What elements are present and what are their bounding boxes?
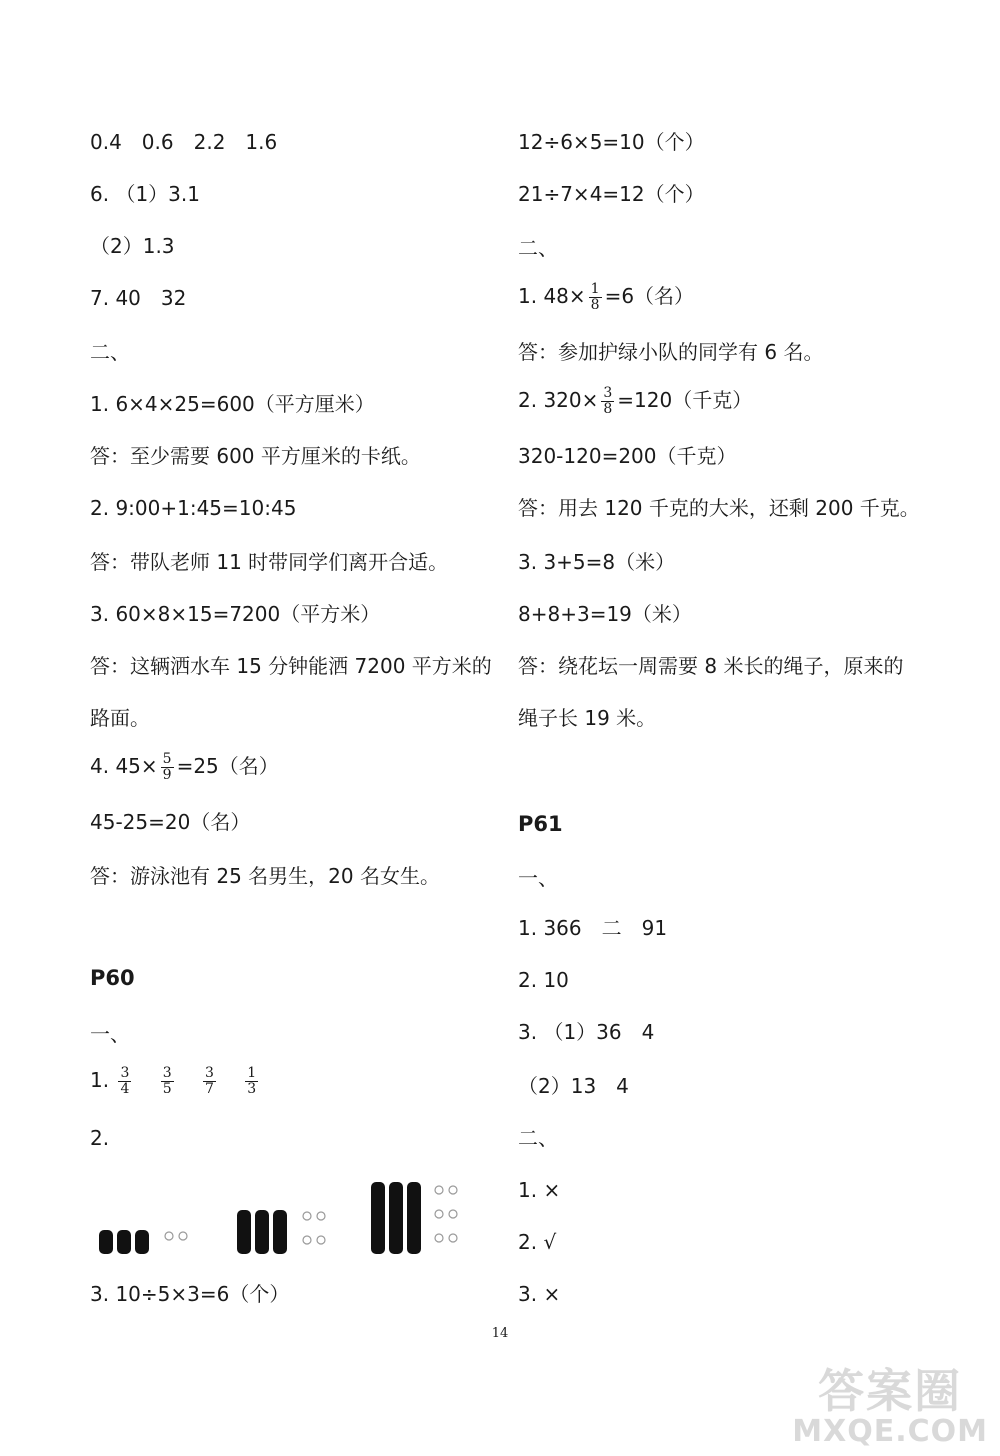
expr-pre: 1. 48× <box>518 284 586 308</box>
answer-line: 12÷6×5=10（个） <box>518 130 705 154</box>
answer-line: 45-25=20（名） <box>90 810 251 834</box>
answer-line: 21÷7×4=12（个） <box>518 182 705 206</box>
numerator: 5 <box>162 751 172 767</box>
section-heading: 一、 <box>90 1022 130 1046</box>
fraction <box>161 1066 174 1097</box>
answer-line: 绳子长 19 米。 <box>518 706 657 730</box>
answer-line: 3. 3+5=8（米） <box>518 550 676 574</box>
numerator: 1 <box>247 1065 257 1081</box>
answer-line: 答：参加护绿小队的同学有 6 名。 <box>518 340 824 364</box>
answer-line: 6. （1）3.1 <box>90 182 200 206</box>
answer-line: 2. √ <box>518 1230 557 1254</box>
answer-line: （2）13 4 <box>518 1074 629 1098</box>
answer-line: 0.4 0.6 2.2 1.6 <box>90 130 278 154</box>
answer-line-fraction <box>90 752 279 783</box>
answer-line: （2）1.3 <box>90 234 175 258</box>
fraction <box>601 386 614 417</box>
answer-line: 320-120=200（千克） <box>518 444 737 468</box>
fraction <box>161 752 174 783</box>
watermark-logo-text: 答案圈 <box>818 1364 963 1418</box>
denominator: 7 <box>205 1081 214 1097</box>
expr-pre: 2. 320× <box>518 388 599 412</box>
answer-line: 1. × <box>518 1178 561 1202</box>
denominator: 5 <box>162 1081 172 1097</box>
section-heading: 二、 <box>90 340 130 364</box>
answer-line: 答：游泳池有 25 名男生，20 名女生。 <box>90 864 440 888</box>
page-heading: P61 <box>518 812 563 836</box>
section-heading: 一、 <box>518 866 558 890</box>
expr-post: =6（名） <box>604 284 695 308</box>
answer-line: 2. <box>90 1126 110 1150</box>
denominator: 8 <box>590 297 600 313</box>
expr-post: =25（名） <box>176 754 279 778</box>
numerator: 3 <box>162 1065 172 1081</box>
answer-line: 2. 10 <box>518 968 569 992</box>
page-heading: P60 <box>90 966 135 990</box>
answer-line: 答：这辆洒水车 15 分钟能洒 7200 平方米的 <box>90 654 492 678</box>
answer-line: 3. 60×8×15=7200（平方米） <box>90 602 381 626</box>
section-heading: 二、 <box>518 236 558 260</box>
fraction <box>589 282 602 313</box>
site-watermark <box>792 1366 988 1448</box>
fraction <box>203 1066 216 1097</box>
expr-pre: 4. 45× <box>90 754 158 778</box>
answer-line: 2. 9:00+1:45=10:45 <box>90 496 297 520</box>
watermark-url: MXQE.COM <box>792 1414 988 1449</box>
fraction <box>118 1066 131 1097</box>
answer-line: 答：至少需要 600 平方厘米的卡纸。 <box>90 444 421 468</box>
answer-line-fraction <box>518 282 694 313</box>
answer-line: 1. 6×4×25=600（平方厘米） <box>90 392 375 416</box>
answer-line: 路面。 <box>90 706 150 730</box>
answer-line: 答：绕花坛一周需要 8 米长的绳子，原来的 <box>518 654 904 678</box>
denominator: 4 <box>120 1081 130 1097</box>
answer-line: 3. × <box>518 1282 561 1306</box>
answer-line: 7. 40 32 <box>90 286 187 310</box>
section-heading: 二、 <box>518 1126 558 1150</box>
fraction-list <box>90 1066 278 1097</box>
expr-post: =120（千克） <box>617 388 753 412</box>
answer-line: 1. 366 二 91 <box>518 916 668 940</box>
answer-line: 8+8+3=19（米） <box>518 602 692 626</box>
numerator: 1 <box>590 281 600 297</box>
numerator: 3 <box>603 385 613 401</box>
answer-line: 答：用去 120 千克的大米，还剩 200 千克。 <box>518 496 920 520</box>
fraction <box>245 1066 258 1097</box>
answer-line-fraction <box>518 386 752 417</box>
denominator: 9 <box>162 767 172 783</box>
answer-line: 3. 10÷5×3=6（个） <box>90 1282 290 1306</box>
denominator: 8 <box>603 401 613 417</box>
answer-line: 3. （1）36 4 <box>518 1020 655 1044</box>
numerator: 3 <box>120 1065 130 1081</box>
denominator: 3 <box>247 1081 257 1097</box>
numerator: 3 <box>205 1065 214 1081</box>
battery-groups-illustration <box>95 1178 475 1260</box>
item-number: 1. <box>90 1068 110 1092</box>
answer-line: 答：带队老师 11 时带同学们离开合适。 <box>90 550 449 574</box>
page-number: 14 <box>491 1326 509 1341</box>
